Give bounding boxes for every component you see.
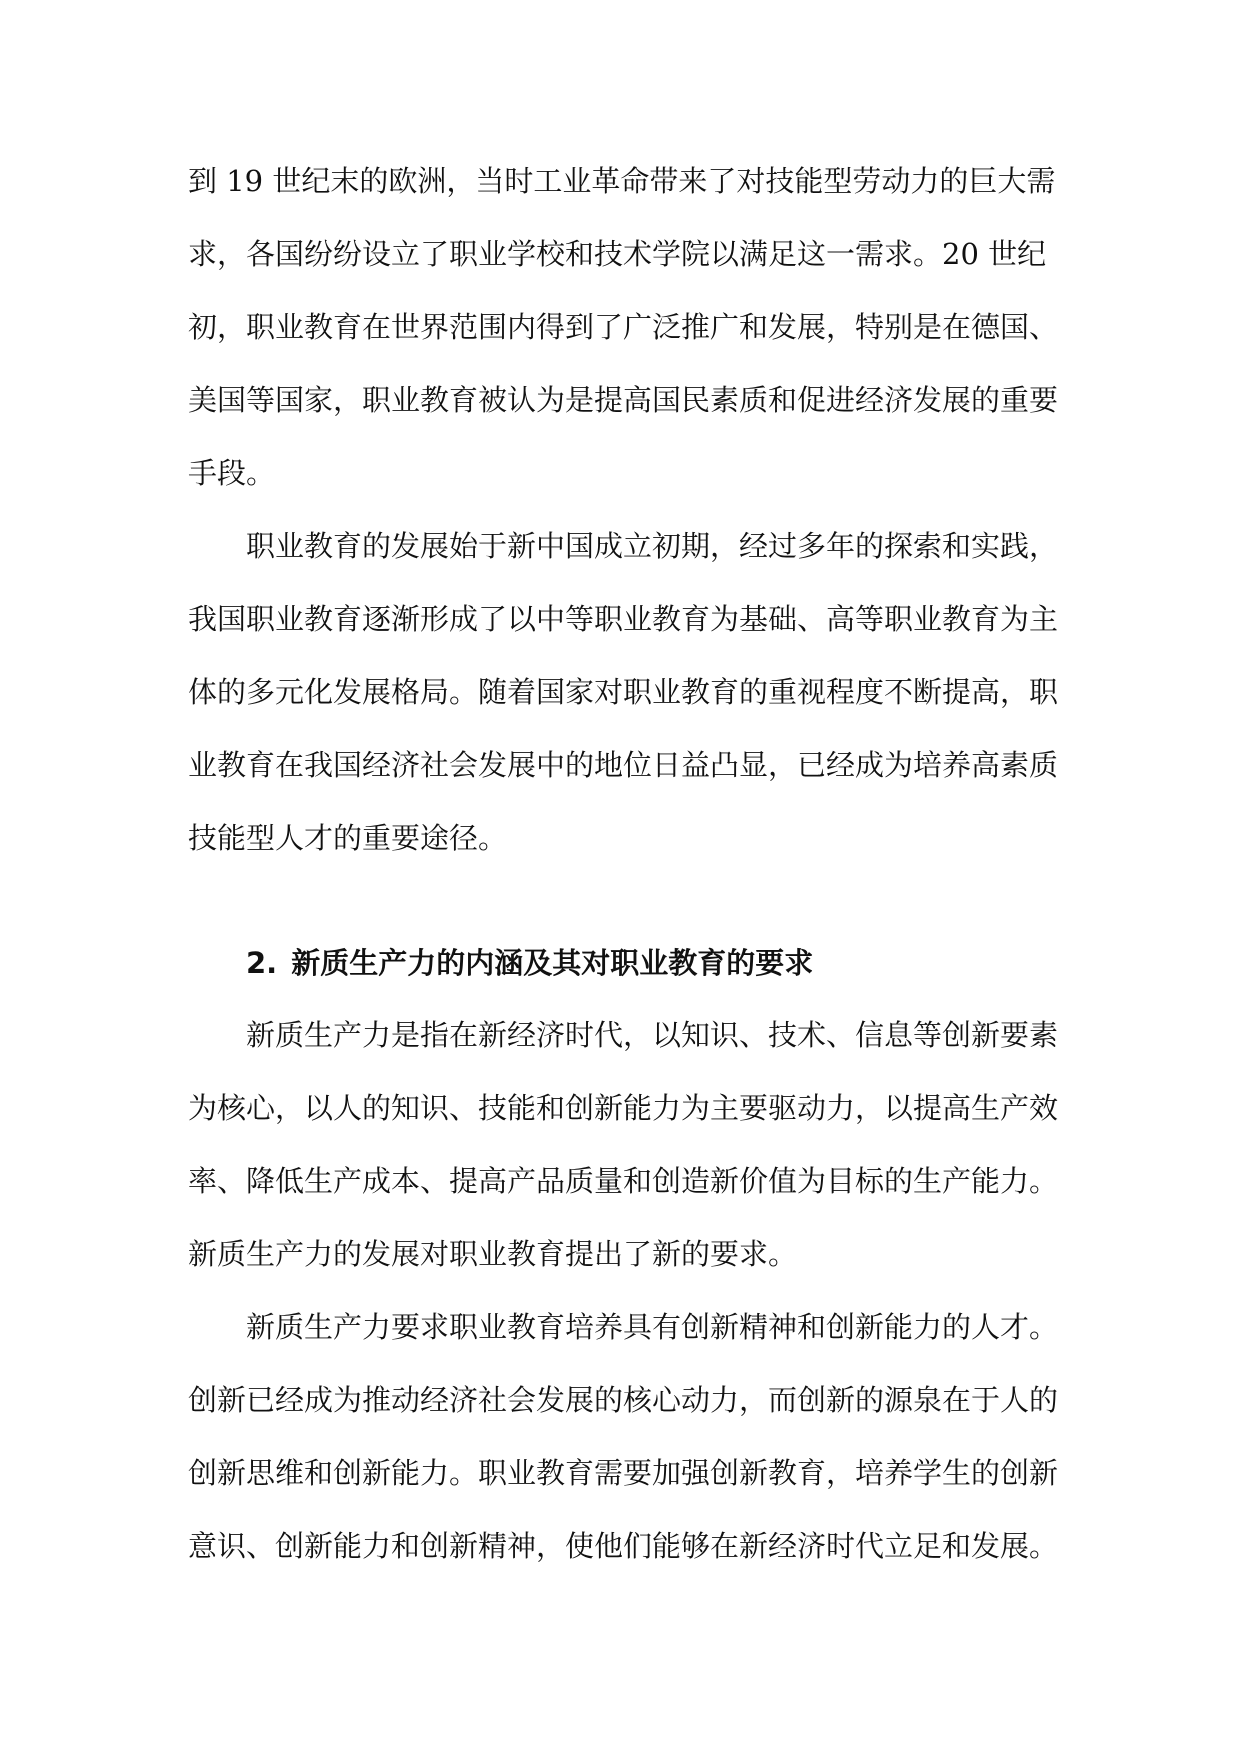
text-line: 手段。: [188, 456, 276, 490]
text-line: 职业教育的发展始于新中国成立初期，经过多年的探索和实践，: [246, 529, 1059, 563]
section-heading: [188, 927, 1056, 999]
paragraph-history-europe: [188, 145, 1059, 510]
paragraph-history-china: [188, 510, 1059, 875]
section-spacer: [188, 875, 1056, 927]
text-line: 创新思维和创新能力。职业教育需要加强创新教育，培养学生的创新: [188, 1456, 1059, 1490]
text-line: 技能型人才的重要途径。: [188, 821, 508, 855]
text-line: 业教育在我国经济社会发展中的地位日益凸显，已经成为培养高素质: [188, 748, 1059, 782]
text-line: 美国等国家，职业教育被认为是提高国民素质和促进经济发展的重要: [188, 383, 1059, 417]
paragraph-definition: [188, 999, 1059, 1291]
text-line: 新质生产力要求职业教育培养具有创新精神和创新能力的人才。: [246, 1310, 1059, 1344]
document-body: [188, 145, 1059, 1583]
text-line: 到 19 世纪末的欧洲，当时工业革命带来了对技能型劳动力的巨大需: [188, 164, 1056, 198]
section-title: 新质生产力的内涵及其对职业教育的要求: [291, 946, 814, 980]
text-line: 求，各国纷纷设立了职业学校和技术学院以满足这一需求。20 世纪: [188, 237, 1047, 271]
text-line: 意识、创新能力和创新精神，使他们能够在新经济时代立足和发展。: [188, 1529, 1059, 1563]
text-line: 创新已经成为推动经济社会发展的核心动力，而创新的源泉在于人的: [188, 1383, 1059, 1417]
text-line: 率、降低生产成本、提高产品质量和创造新价值为目标的生产能力。: [188, 1164, 1059, 1198]
section-number: 2.: [246, 946, 278, 980]
text-line: 新质生产力是指在新经济时代，以知识、技术、信息等创新要素: [246, 1018, 1059, 1052]
text-line: 初，职业教育在世界范围内得到了广泛推广和发展，特别是在德国、: [188, 310, 1059, 344]
paragraph-innovation: [188, 1291, 1059, 1583]
text-line: 体的多元化发展格局。随着国家对职业教育的重视程度不断提高，职: [188, 675, 1059, 709]
text-line: 我国职业教育逐渐形成了以中等职业教育为基础、高等职业教育为主: [188, 602, 1059, 636]
text-line: 为核心，以人的知识、技能和创新能力为主要驱动力，以提高生产效: [188, 1091, 1059, 1125]
text-line: 新质生产力的发展对职业教育提出了新的要求。: [188, 1237, 798, 1271]
